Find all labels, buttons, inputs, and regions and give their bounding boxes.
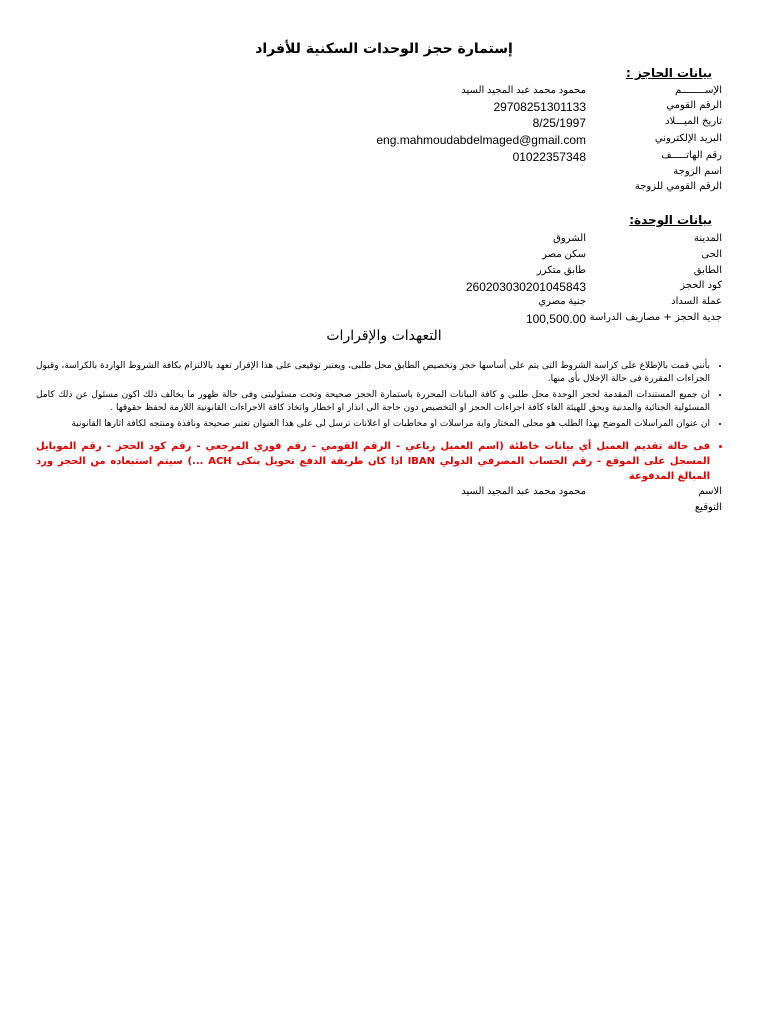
- warning-notice: • فى حالة تقديم العميل أي بيانات خاطئة (اسم العميل رباعي - الرقم القومي - رقم فوري المرجعي - رقم كود الحجز - رقم الموبايل المسجل على الموقع - رقم الحساب المصرفي الدولي IBAN اذا كان طريقة الدفع تحويل بنكى ACH ...) سيتم استبعاده من الحجز ورد المبالغ المدفوعة: [36, 439, 710, 484]
- unit-row-district: [42, 249, 722, 265]
- unit-row-city: [42, 233, 722, 249]
- unit-row-floor: [42, 265, 722, 281]
- applicant-row-email: [42, 133, 722, 149]
- field-value: 29708251301133: [493, 100, 586, 114]
- commitments-heading: التعهدات والإقرارات: [326, 328, 442, 344]
- commitment-item: • ان عنوان المراسلات الموضح بهذا الطلب هو محلى المختار واية مراسلات او مخاطبات او اعلانات ترسل لى على هذا العنوان تعتبر صحيحة ونافذة ومنتجه لكافة اثارها القانونية: [36, 418, 710, 431]
- field-value: 260203030201045843: [465, 280, 586, 294]
- field-label: كود الحجز: [680, 280, 722, 291]
- field-label: الرقم القومي للزوجة: [634, 181, 722, 192]
- field-value: 100,500.00: [525, 312, 586, 326]
- field-label: اسم الزوجة: [673, 166, 722, 177]
- applicant-row-national-id: [42, 100, 722, 116]
- field-label: عملة السداد: [671, 296, 722, 307]
- field-value: 8/25/1997: [532, 116, 586, 130]
- signature-sign-label: التوقيع: [694, 502, 722, 513]
- unit-section-heading: بيانات الوحدة:: [629, 213, 712, 227]
- field-value: الشروق: [553, 233, 586, 244]
- field-label: الإســــــــم: [675, 85, 722, 96]
- unit-row-booking-code: [42, 280, 722, 296]
- field-label: الحى: [701, 249, 722, 260]
- field-value: سكن مصر: [542, 249, 586, 260]
- field-value: محمود محمد عبد المجيد السيد: [461, 85, 586, 96]
- field-value: eng.mahmoudabdelmaged@gmail.com: [376, 133, 586, 147]
- applicant-row-spouse-national-id: [42, 181, 722, 197]
- signature-name-label: الاسم: [698, 486, 722, 497]
- commitment-item: • بأنني قمت بالإطلاع على كراسة الشروط التى يتم على أساسها حجز وتخصيص الطابق محل طلبى، ويعتبر توقيعى على هذا الإقرار تعهد بالالتزام بكافة الشروط الواردة بالكراسة، وقبول الجزاءات المقررة فى حالة الإخلال بأى منها.: [36, 360, 710, 386]
- signature-sign-row: [42, 502, 722, 518]
- unit-row-deposit: [42, 312, 722, 328]
- unit-row-currency: [42, 296, 722, 312]
- field-label: جدية الحجز + مصاريف الدراسة: [589, 312, 722, 323]
- field-label: الرقم القومي: [666, 100, 722, 111]
- applicant-row-phone: [42, 150, 722, 166]
- field-label: رقم الهاتـــــف: [661, 150, 722, 161]
- signature-name-row: [42, 486, 722, 502]
- page-title: إستمارة حجز الوحدات السكنية للأفراد: [255, 41, 513, 57]
- field-label: البريد الإلكتروني: [654, 133, 722, 144]
- applicant-row-name: [42, 85, 722, 101]
- signature-name-value: محمود محمد عبد المجيد السيد: [461, 486, 586, 497]
- field-value: طابق متكرر: [536, 265, 586, 276]
- field-label: تاريخ الميـــلاد: [665, 116, 722, 127]
- field-label: المدينة: [693, 233, 722, 244]
- field-label: الطابق: [693, 265, 722, 276]
- commitment-item: • ان جميع المستندات المقدمة لحجز الوحدة محل طلبى و كافة البيانات المحررة باستمارة الحجز صحيحة وتحت مسئوليتى وفى حالة ظهور ما يخالف ذلك اكون مسئول عن ذلك كامل المسئولية الجنائية والمدنية ويحق للهيئة الغاء كافة اجراءات الحجز او التخصيص دون حاجة الى انذار او اخطار واتخاذ كافة الاجراءات القانونية اللازمة لحفظ حقوقها .: [36, 389, 710, 415]
- applicant-row-spouse-name: [42, 166, 722, 182]
- applicant-row-birth-date: [42, 116, 722, 132]
- commitments-list: [36, 360, 728, 487]
- field-value: جنية مصري: [538, 296, 586, 307]
- applicant-section-heading: بيانات الحاجز :: [625, 66, 712, 80]
- field-value: 01022357348: [512, 150, 586, 164]
